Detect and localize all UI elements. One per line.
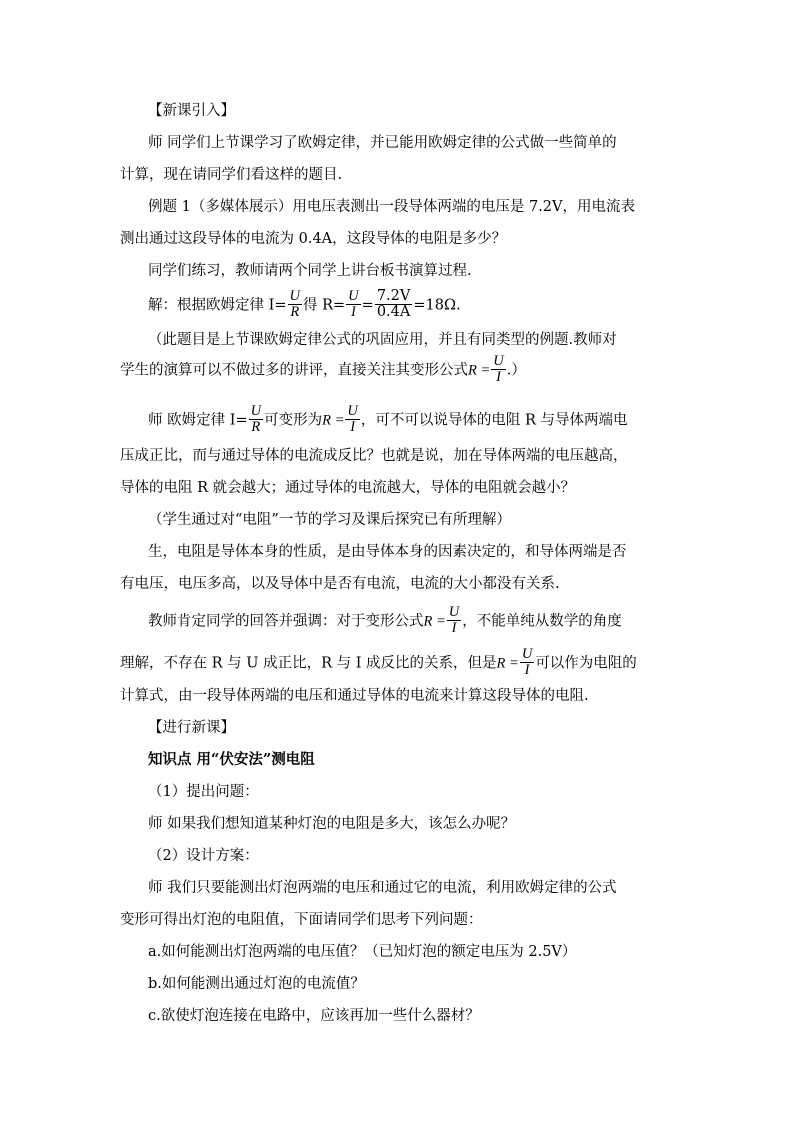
formula-r-eq: R = (423, 613, 446, 630)
numerator: U (250, 403, 262, 419)
question-item: b.如何能测出通过灯泡的电流值？ (148, 976, 365, 992)
teacher-formula-line (120, 648, 637, 679)
fraction-u-over-i (520, 647, 534, 678)
formula-r-eq: R = (496, 655, 519, 672)
paragraph-line: 变形可得出灯泡的电阻值，下面请同学们思考下列问题： (120, 912, 483, 928)
paragraph-line: 同学们练习，教师请两个同学上讲台板书演算过程. (148, 263, 472, 279)
denominator: R (290, 304, 300, 320)
teacher-text: 可变形为 (264, 412, 323, 429)
step-label: （1）提出问题： (148, 784, 259, 800)
knowledge-point-heading: 知识点 用“伏安法”测电阻 (148, 751, 315, 768)
teacher-text: 可以作为电阻的 (535, 655, 637, 672)
numerator: U (521, 646, 533, 662)
fraction-u-over-r (249, 404, 263, 435)
teacher-text: ，可不可以说导体的电阻 R 与导体两端电 (360, 412, 628, 429)
paragraph-line: 压成正比，而与通过导体的电流成反比？也就是说，加在导体两端的电压越高， (120, 448, 628, 464)
example-line: 测出通过这段导体的电流为 0.4A，这段导体的电阻是多少？ (120, 231, 507, 247)
step-label: （2）设计方案： (148, 848, 259, 864)
teacher-text: 教师肯定同学的回答并强调：对于变形公式 (148, 613, 424, 630)
note-formula-line (120, 355, 526, 386)
solution-text: =18Ω. (413, 297, 461, 314)
formula-r-eq: R = (468, 362, 491, 379)
note-text: 学生的演算可以不做过多的讲评，直接关注其变形公式 (120, 362, 468, 379)
solution-formula-line (148, 290, 461, 321)
fraction-u-over-i (447, 605, 461, 636)
paragraph-line: 师 我们只要能测出灯泡两端的电压和通过它的电流，利用欧姆定律的公式 (148, 880, 617, 896)
paragraph-line: 计算式，由一段导体两端的电压和通过导体的电流来计算这段导体的电阻. (120, 688, 589, 704)
example-line: 例题 1（多媒体展示）用电压表测出一段导体两端的电压是 7.2V，用电流表 (148, 199, 635, 215)
note-line: （此题目是上节课欧姆定律公式的巩固应用，并且有同类型的例题.教师对 (148, 332, 617, 348)
denominator: R (251, 419, 261, 435)
student-line: 有电压，电压多高，以及导体中是否有电流，电流的大小都没有关系. (120, 576, 560, 592)
section-heading-intro: 【新课引入】 (148, 103, 235, 119)
question-item: a.如何能测出灯泡两端的电压值？（已知灯泡的额定电压为 2.5V） (148, 944, 577, 960)
numerator: U (493, 353, 504, 369)
solution-text: 得 R= (302, 297, 346, 314)
formula-r-eq: R = (322, 412, 345, 429)
paragraph-line: 师 如果我们想知道某种灯泡的电阻是多大，该怎么办呢？ (148, 816, 516, 832)
teacher-text: 师 欧姆定律 I= (148, 412, 248, 429)
denominator: I (496, 369, 501, 385)
teacher-formula-line (148, 405, 628, 436)
solution-text: = (361, 297, 374, 314)
denominator: I (451, 620, 457, 636)
question-item: c.欲使灯泡连接在电路中，应该再加一些什么器材？ (148, 1008, 480, 1024)
numerator: U (347, 403, 358, 419)
numerator: U (448, 604, 460, 620)
fraction-u-over-i (345, 404, 359, 435)
fraction-u-over-i (346, 289, 360, 320)
teacher-text: 理解，不存在 R 与 U 成正比，R 与 I 成反比的关系，但是 (120, 655, 497, 672)
fraction-u-over-i (491, 354, 505, 385)
denominator: I (350, 419, 356, 435)
paragraph-line: 导体的电阻 R 就会越大；通过导体的电流越大，导体的电阻就会越小？ (120, 480, 576, 496)
denominator: I (524, 662, 530, 678)
denominator: 0.4A (376, 304, 411, 320)
teacher-formula-line (148, 606, 622, 637)
numerator: U (289, 288, 300, 304)
paragraph-line: 师 同学们上节课学习了欧姆定律，并已能用欧姆定律的公式做一些简单的 (148, 135, 617, 151)
fraction-voltage-over-current (375, 289, 413, 320)
paragraph-line: 计算，现在请同学们看这样的题目. (120, 167, 343, 183)
solution-text: 解：根据欧姆定律 I= (148, 297, 287, 314)
denominator: I (350, 304, 356, 320)
numerator: 7.2V (376, 288, 411, 304)
student-line: 生，电阻是导体本身的性质，是由导体本身的因素决定的，和导体两端是否 (148, 544, 627, 560)
note-text: .） (506, 362, 526, 379)
section-heading-new-lesson: 【进行新课】 (148, 720, 235, 736)
teacher-text: ，不能单纯从数学的角度 (462, 613, 622, 630)
numerator: U (348, 288, 359, 304)
fraction-u-over-r (288, 289, 302, 320)
paragraph-line: （学生通过对“电阻”一节的学习及课后探究已有所理解） (148, 512, 511, 528)
